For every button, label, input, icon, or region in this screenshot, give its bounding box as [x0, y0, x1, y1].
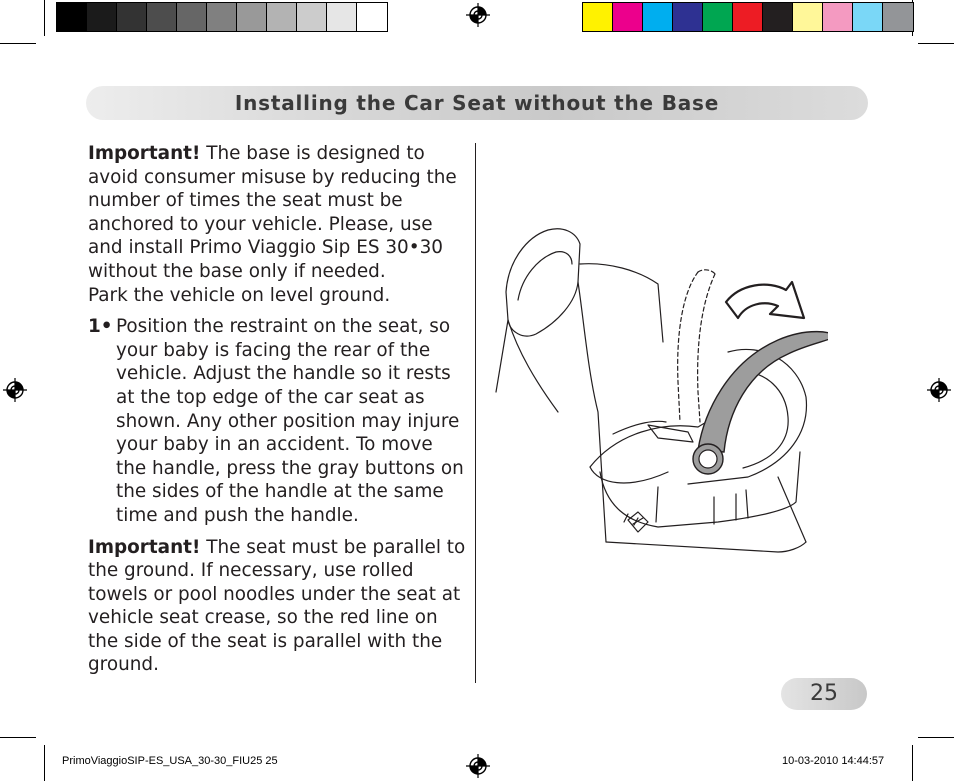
car-seat-illustration: [488, 222, 828, 567]
grayscale-color-bar: [56, 2, 388, 32]
color-swatch: [763, 3, 793, 31]
print-slug-right: 10-03-2010 14:44:57: [782, 755, 885, 767]
important-text: The seat must be parallel to the ground. If necessary, use rolled towels or pool noodles under the seat at vehicle seat crease, so the red line on the side of the seat is parallel with the ground.: [88, 536, 466, 676]
color-swatch: [823, 3, 853, 31]
section-title: Installing the Car Seat without the Base: [234, 91, 720, 115]
color-swatch: [267, 3, 297, 31]
print-slug-left: PrimoViaggioSIP-ES_USA_30-30_FIU25 25: [62, 755, 278, 767]
color-swatch: [733, 3, 763, 31]
color-swatch: [643, 3, 673, 31]
important-label: Important!: [88, 143, 201, 164]
instruction-text-column: [88, 142, 466, 677]
crop-mark: [912, 745, 913, 781]
process-color-bar: [582, 2, 914, 32]
color-swatch: [613, 3, 643, 31]
color-swatch: [327, 3, 357, 31]
registration-mark-icon: [3, 378, 27, 402]
step-1: [88, 315, 466, 527]
color-swatch: [87, 3, 117, 31]
column-divider: [475, 143, 476, 683]
important-paragraph: [88, 142, 466, 307]
step-number: 1•: [88, 316, 113, 338]
crop-mark: [0, 43, 36, 44]
color-swatch: [207, 3, 237, 31]
important-paragraph-2: [88, 536, 466, 678]
page-number: 25: [810, 681, 838, 706]
crop-mark: [0, 737, 36, 738]
color-swatch: [237, 3, 267, 31]
color-swatch: [177, 3, 207, 31]
important-label: Important!: [88, 536, 201, 558]
color-swatch: [297, 3, 327, 31]
color-swatch: [883, 3, 913, 31]
park-instruction: Park the vehicle on level ground.: [88, 284, 391, 306]
step-text: Position the restraint on the seat, so your baby is facing the rear of the vehicle. Adjust the handle so it rests at the top edge of the car seat as shown. Any other position may injure your baby in an accident. To move the handle, press the gray buttons on the sides of the handle at the same time and push the handle.: [116, 316, 464, 526]
registration-mark-icon: [927, 378, 951, 402]
important-text: The base is designed to avoid consumer misuse by reducing the number of times the seat must be anchored to your vehicle. Please, use and install Primo Viaggio Sip ES 30•30 without the base only if needed.: [88, 143, 457, 282]
crop-mark: [44, 745, 45, 781]
color-swatch: [703, 3, 733, 31]
color-swatch: [583, 3, 613, 31]
crop-mark: [918, 737, 954, 738]
color-swatch: [673, 3, 703, 31]
color-swatch: [853, 3, 883, 31]
color-swatch: [357, 3, 387, 31]
registration-mark-icon: [466, 754, 490, 778]
color-swatch: [117, 3, 147, 31]
crop-mark: [918, 43, 954, 44]
registration-mark-icon: [466, 3, 490, 27]
color-swatch: [57, 3, 87, 31]
color-swatch: [793, 3, 823, 31]
crop-mark: [44, 0, 45, 36]
color-swatch: [147, 3, 177, 31]
